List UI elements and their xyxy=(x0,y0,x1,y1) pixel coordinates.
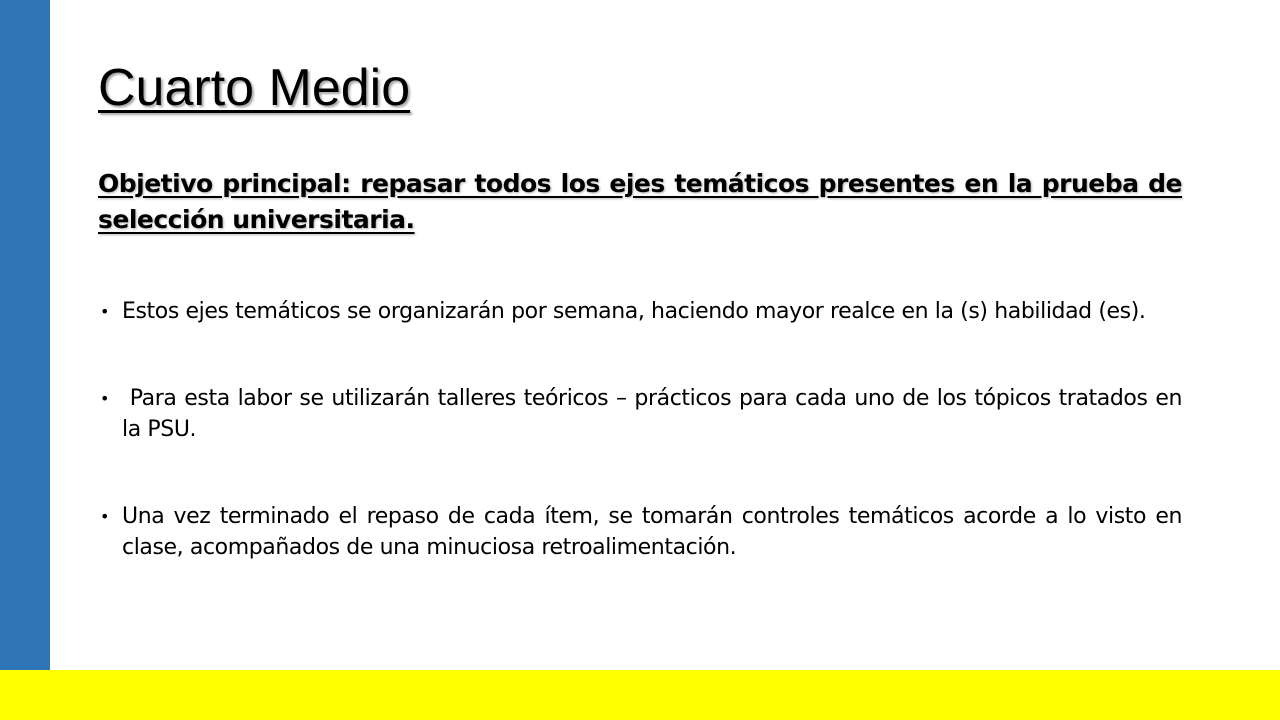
slide-title: Cuarto Medio xyxy=(98,59,411,117)
bullet-icon: • xyxy=(100,302,110,321)
bullet-item-2 xyxy=(98,383,1189,445)
bottom-accent-bar xyxy=(0,670,1280,720)
bullet-icon: • xyxy=(100,389,110,408)
bullet-icon: • xyxy=(100,507,110,526)
bullet-text: Para esta labor se utilizarán talleres teóricos – prácticos para cada uno de los tópicos tratados en la PSU. xyxy=(122,386,1189,442)
bullet-text: Estos ejes temáticos se organizarán por semana, haciendo mayor realce en la (s) habilidad (es). xyxy=(122,299,1146,324)
bullet-text: Una vez terminado el repaso de cada ítem, se tomarán controles temáticos acorde a lo visto en clase, acompañados de una minuciosa retroalimentación. xyxy=(122,504,1182,560)
bullet-list xyxy=(98,296,1189,619)
bullet-item-1 xyxy=(98,296,1182,327)
bullet-item-3 xyxy=(98,501,1182,563)
left-accent-bar xyxy=(0,0,50,670)
objective-text: Objetivo principal: repasar todos los ejes temáticos presentes en la prueba de selección universitaria. xyxy=(98,169,1182,234)
